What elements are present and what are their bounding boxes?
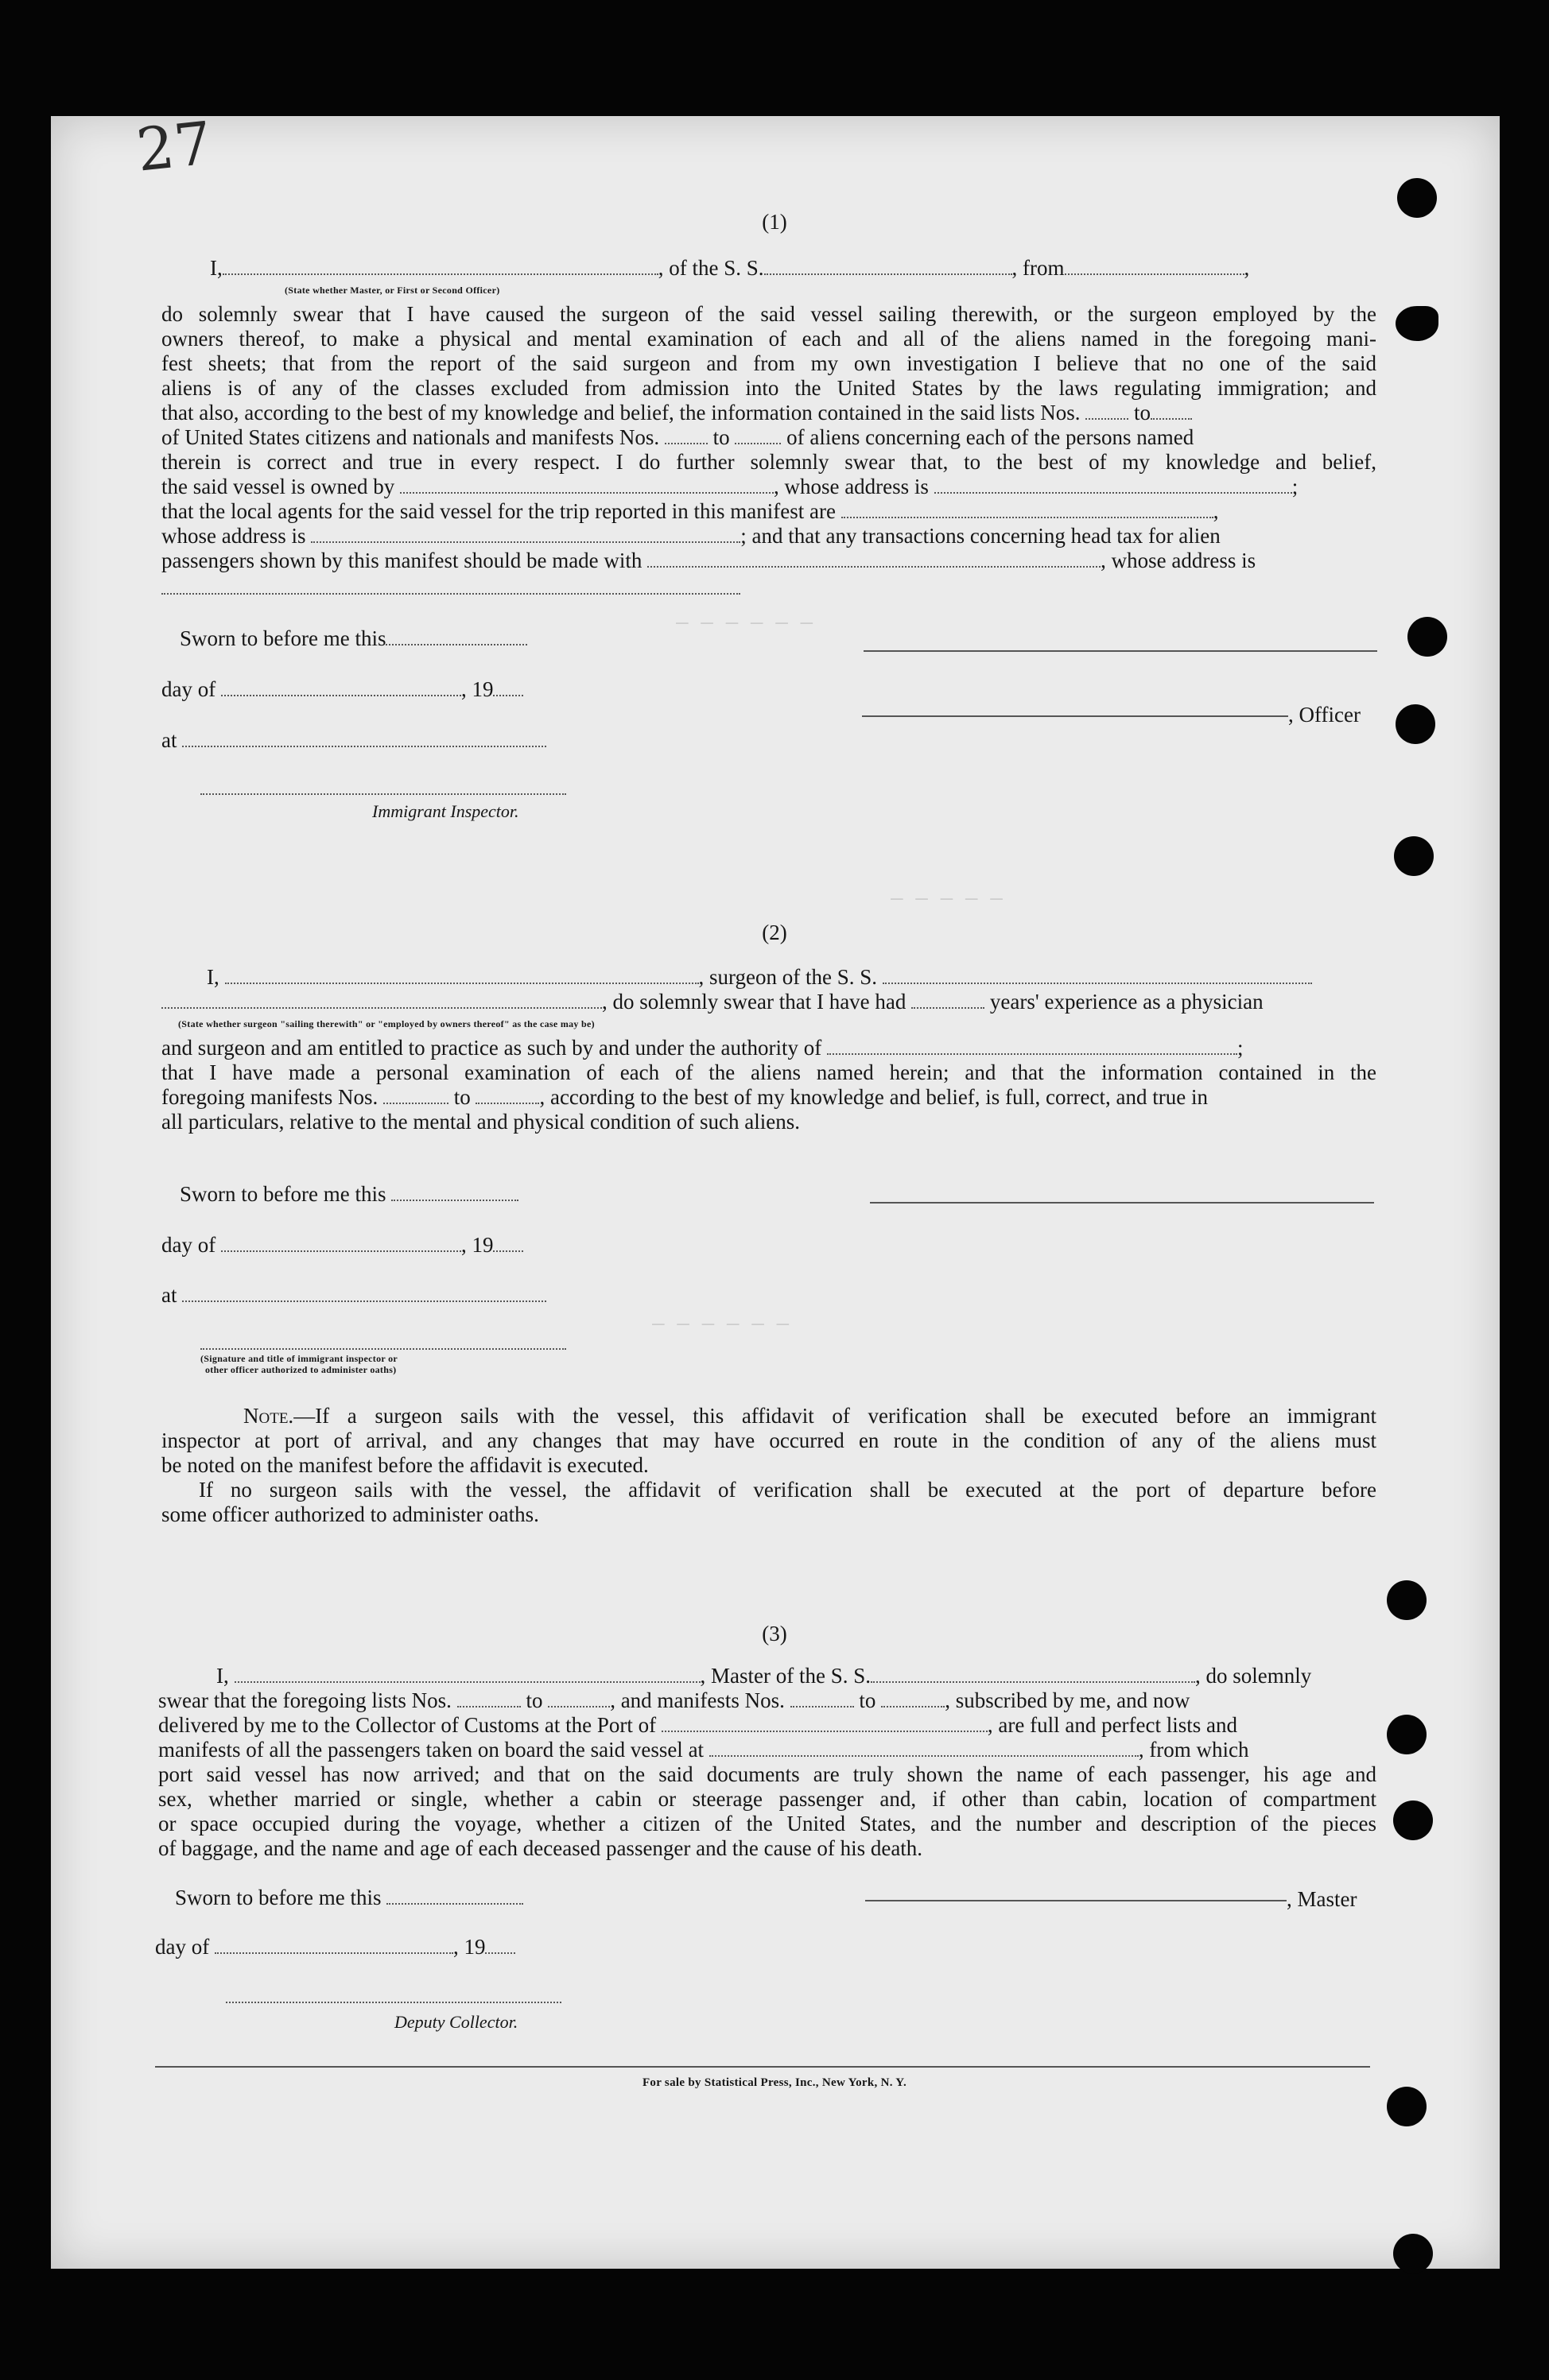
section-3-text: manifests of all the passengers taken on board the said vessel at , from which: [158, 1738, 1249, 1762]
day-of-label: day of , 19: [155, 1935, 515, 1959]
section-1-text: do solemnly swear that I have caused the surgeon of the said vessel sailing therewith, or the surgeon employed by the: [161, 302, 1376, 326]
punch-hole: [1396, 704, 1435, 744]
section-3-text: or space occupied during the voyage, whether a citizen of the United States, and the number and description of the pieces: [158, 1812, 1376, 1835]
signature-line: [864, 650, 1377, 652]
note-text: If no surgeon sails with the vessel, the affidavit of verification shall be executed at the port of departure before: [199, 1478, 1376, 1502]
punch-hole: [1387, 2087, 1427, 2126]
section-2-line-2: , do solemnly swear that I have had years' experience as a physician: [161, 990, 1264, 1014]
punch-hole: [1407, 617, 1447, 657]
section-1-text: that the local agents for the said vessel for the trip reported in this manifest are ,: [161, 499, 1219, 523]
signature-caption: other officer authorized to administer oaths): [205, 1364, 397, 1375]
inspector-signature-line: [200, 793, 566, 795]
sworn-label: Sworn to before me this: [180, 1182, 518, 1207]
bleed-through-text: — — — — — —: [652, 1312, 790, 1335]
section-1-text: passengers shown by this manifest should be made with , whose address is: [161, 548, 1256, 572]
section-3-text: of baggage, and the name and age of each deceased passenger and the cause of his death.: [158, 1836, 923, 1860]
collector-signature-line: [226, 2002, 561, 2003]
deputy-collector-caption: Deputy Collector.: [394, 2012, 518, 2032]
footer-rule: [155, 2066, 1370, 2068]
punch-hole: [1387, 1715, 1427, 1754]
day-of-label: day of , 19: [161, 1233, 523, 1258]
handwritten-page-number: 27: [133, 109, 215, 185]
section-3-text: delivered by me to the Collector of Customs at the Port of , are full and perfect lists and: [158, 1713, 1238, 1737]
bleed-through-text: — — — — — —: [676, 611, 813, 634]
section-1-text: whose address is ; and that any transactions concerning head tax for alien: [161, 524, 1221, 548]
inspector-signature-line: [200, 1348, 566, 1350]
day-of-label: day of , 19: [161, 677, 523, 702]
section-1-line-1: I, , of the S. S. , from ,: [210, 256, 1250, 280]
section-1-text: that also, according to the best of my knowledge and belief, the information contained in the said lists Nos. to: [161, 401, 1192, 425]
note-text: inspector at port of arrival, and any changes that may have occurred en route in the condition of any of the aliens must: [161, 1428, 1376, 1452]
section-3-heading: (3): [762, 1622, 787, 1645]
punch-hole: [1393, 1801, 1433, 1840]
note-text: Note.—If a surgeon sails with the vessel, this affidavit of verification shall be executed before an immigrant: [243, 1404, 1376, 1428]
section-2-text: all particulars, relative to the mental and physical condition of such aliens.: [161, 1110, 800, 1134]
section-1-text: owners thereof, to make a physical and mental examination of each and all of the aliens named in the foregoing mani-: [161, 327, 1376, 351]
section-3-text: port said vessel has now arrived; and that on the said documents are truly shown the name of each passenger, his age and: [158, 1762, 1376, 1786]
immigrant-inspector-caption: Immigrant Inspector.: [372, 801, 519, 821]
footer-text: For sale by Statistical Press, Inc., New York, N. Y.: [642, 2076, 907, 2089]
section-2-line-1: I, , surgeon of the S. S.: [207, 965, 1312, 990]
at-label: at: [161, 1283, 546, 1308]
bleed-through-text: — — — — —: [891, 886, 1003, 910]
officer-signature: , Officer: [862, 703, 1361, 727]
punch-hole: [1393, 2234, 1433, 2273]
master-signature: , Master: [865, 1887, 1357, 1912]
section-2-caption: (State whether surgeon "sailing therewith" or "employed by owners thereof" as the case may be): [178, 1018, 595, 1029]
section-1-heading: (1): [762, 210, 787, 234]
section-1-text: the said vessel is owned by , whose address is ;: [161, 475, 1299, 498]
at-label: at: [161, 728, 546, 753]
note-text: some officer authorized to administer oaths.: [161, 1502, 539, 1526]
punch-hole: [1394, 836, 1434, 876]
section-3-line-1: I, , Master of the S. S. , do solemnly: [216, 1664, 1312, 1688]
section-1-text: aliens is of any of the classes excluded from admission into the United States by the laws regulating immigration; and: [161, 376, 1376, 400]
section-1-text: fest sheets; that from the report of the said surgeon and from my own investigation I believe that no one of the said: [161, 351, 1376, 375]
address-line: [161, 593, 740, 595]
section-1-text: therein is correct and true in every respect. I do further solemnly swear that, to the best of my knowledge and belief,: [161, 450, 1376, 474]
section-3-text: sex, whether married or single, whether a cabin or steerage passenger and, if other than cabin, location of compartment: [158, 1787, 1376, 1811]
punch-hole: [1396, 306, 1438, 341]
section-3-text: swear that the foregoing lists Nos. to , and manifests Nos. to , subscribed by me, and now: [158, 1688, 1190, 1712]
sworn-label: Sworn to before me this: [175, 1886, 523, 1910]
section-2-text: foregoing manifests Nos. to , according to the best of my knowledge and belief, is full, correct, and true in: [161, 1085, 1208, 1109]
note-text: be noted on the manifest before the affidavit is executed.: [161, 1453, 649, 1477]
section-2-text: and surgeon and am entitled to practice as such by and under the authority of ;: [161, 1036, 1244, 1060]
section-2-heading: (2): [762, 921, 787, 944]
sworn-label: Sworn to before me this: [180, 626, 527, 651]
section-1-text: of United States citizens and nationals and manifests Nos. to of aliens concerning each of the persons named: [161, 425, 1194, 449]
signature-line: [870, 1202, 1374, 1204]
section-2-text: that I have made a personal examination of each of the aliens named herein; and that the information contained in the: [161, 1060, 1376, 1084]
section-1-caption: (State whether Master, or First or Second Officer): [285, 285, 500, 296]
punch-hole: [1387, 1580, 1427, 1620]
signature-caption: (Signature and title of immigrant inspector or: [200, 1353, 398, 1364]
